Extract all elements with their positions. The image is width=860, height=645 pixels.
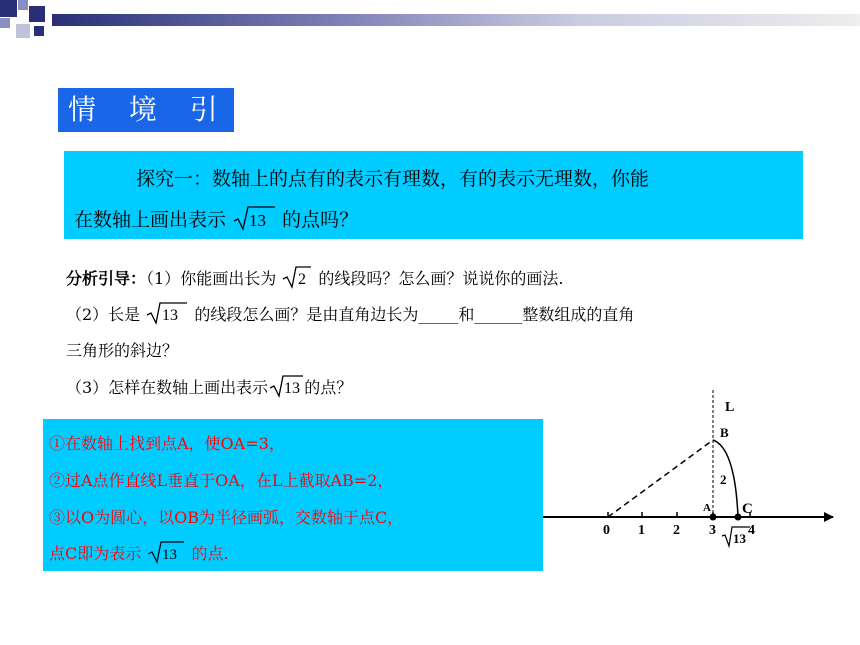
question-line-2: 在数轴上画出表示 13 的点吗？: [74, 204, 358, 232]
sqrt-13-label: [722, 527, 750, 546]
label-segment-2: 2: [720, 472, 727, 487]
label-l: L: [725, 400, 735, 415]
step-4: 点C即为表示 13 的点.: [49, 539, 229, 565]
point-a: [710, 514, 717, 521]
sqrt-13-symbol: [268, 373, 304, 399]
svg-text:13: 13: [249, 211, 267, 230]
axis-arrow-icon: [824, 512, 834, 522]
svg-text:13: 13: [733, 531, 746, 546]
step-2: ②过A点作直线L垂直于OA，在L上截取AB=2，: [49, 471, 394, 490]
step-3: ③以O为圆心，以OB为半径画弧，交数轴于点C，: [49, 508, 404, 527]
tick-label-0: 0: [603, 523, 610, 538]
analysis-label: 分析引导：: [66, 269, 147, 288]
sqrt-13-symbol: [145, 300, 189, 326]
question-line-1: 探究一：数轴上的点有的表示有理数，有的表示无理数，你能: [136, 168, 650, 190]
tick-label-2: 2: [673, 523, 680, 538]
segment-ob: [608, 440, 713, 517]
analysis-q3: （3）怎样在数轴上画出表示 13 的点？: [66, 373, 352, 399]
svg-text:13: 13: [284, 380, 301, 397]
step-1: ①在数轴上找到点A，使OA=3，: [49, 434, 285, 453]
slide-title: 情 境 引: [58, 88, 234, 132]
tick-label-1: 1: [638, 523, 645, 538]
svg-text:2: 2: [298, 271, 307, 288]
sqrt-13-symbol: [146, 539, 186, 565]
tick-label-4: 4: [748, 523, 755, 538]
svg-text:13: 13: [162, 547, 178, 563]
tick-label-3: 3: [709, 523, 716, 538]
sqrt-2-symbol: [281, 264, 313, 290]
sqrt-13-symbol: [232, 204, 276, 232]
svg-text:13: 13: [162, 307, 179, 324]
label-a: A: [703, 502, 711, 514]
analysis-q1: 分析引导：（1）你能画出长为 2 的线段吗？怎么画？说说你的画法.: [66, 264, 563, 290]
label-c: C: [742, 501, 753, 517]
analysis-q2: （2）长是 13 的线段怎么画？是由直角边长为_____和______整数组成的直角: [66, 300, 634, 326]
analysis-q2-line2: 三角形的斜边？: [66, 341, 179, 360]
question-box: [64, 151, 803, 239]
header-bar: [52, 14, 860, 26]
label-b: B: [720, 425, 729, 440]
steps-box: [43, 419, 543, 571]
point-c: [735, 514, 742, 521]
number-line-figure: [543, 390, 843, 560]
